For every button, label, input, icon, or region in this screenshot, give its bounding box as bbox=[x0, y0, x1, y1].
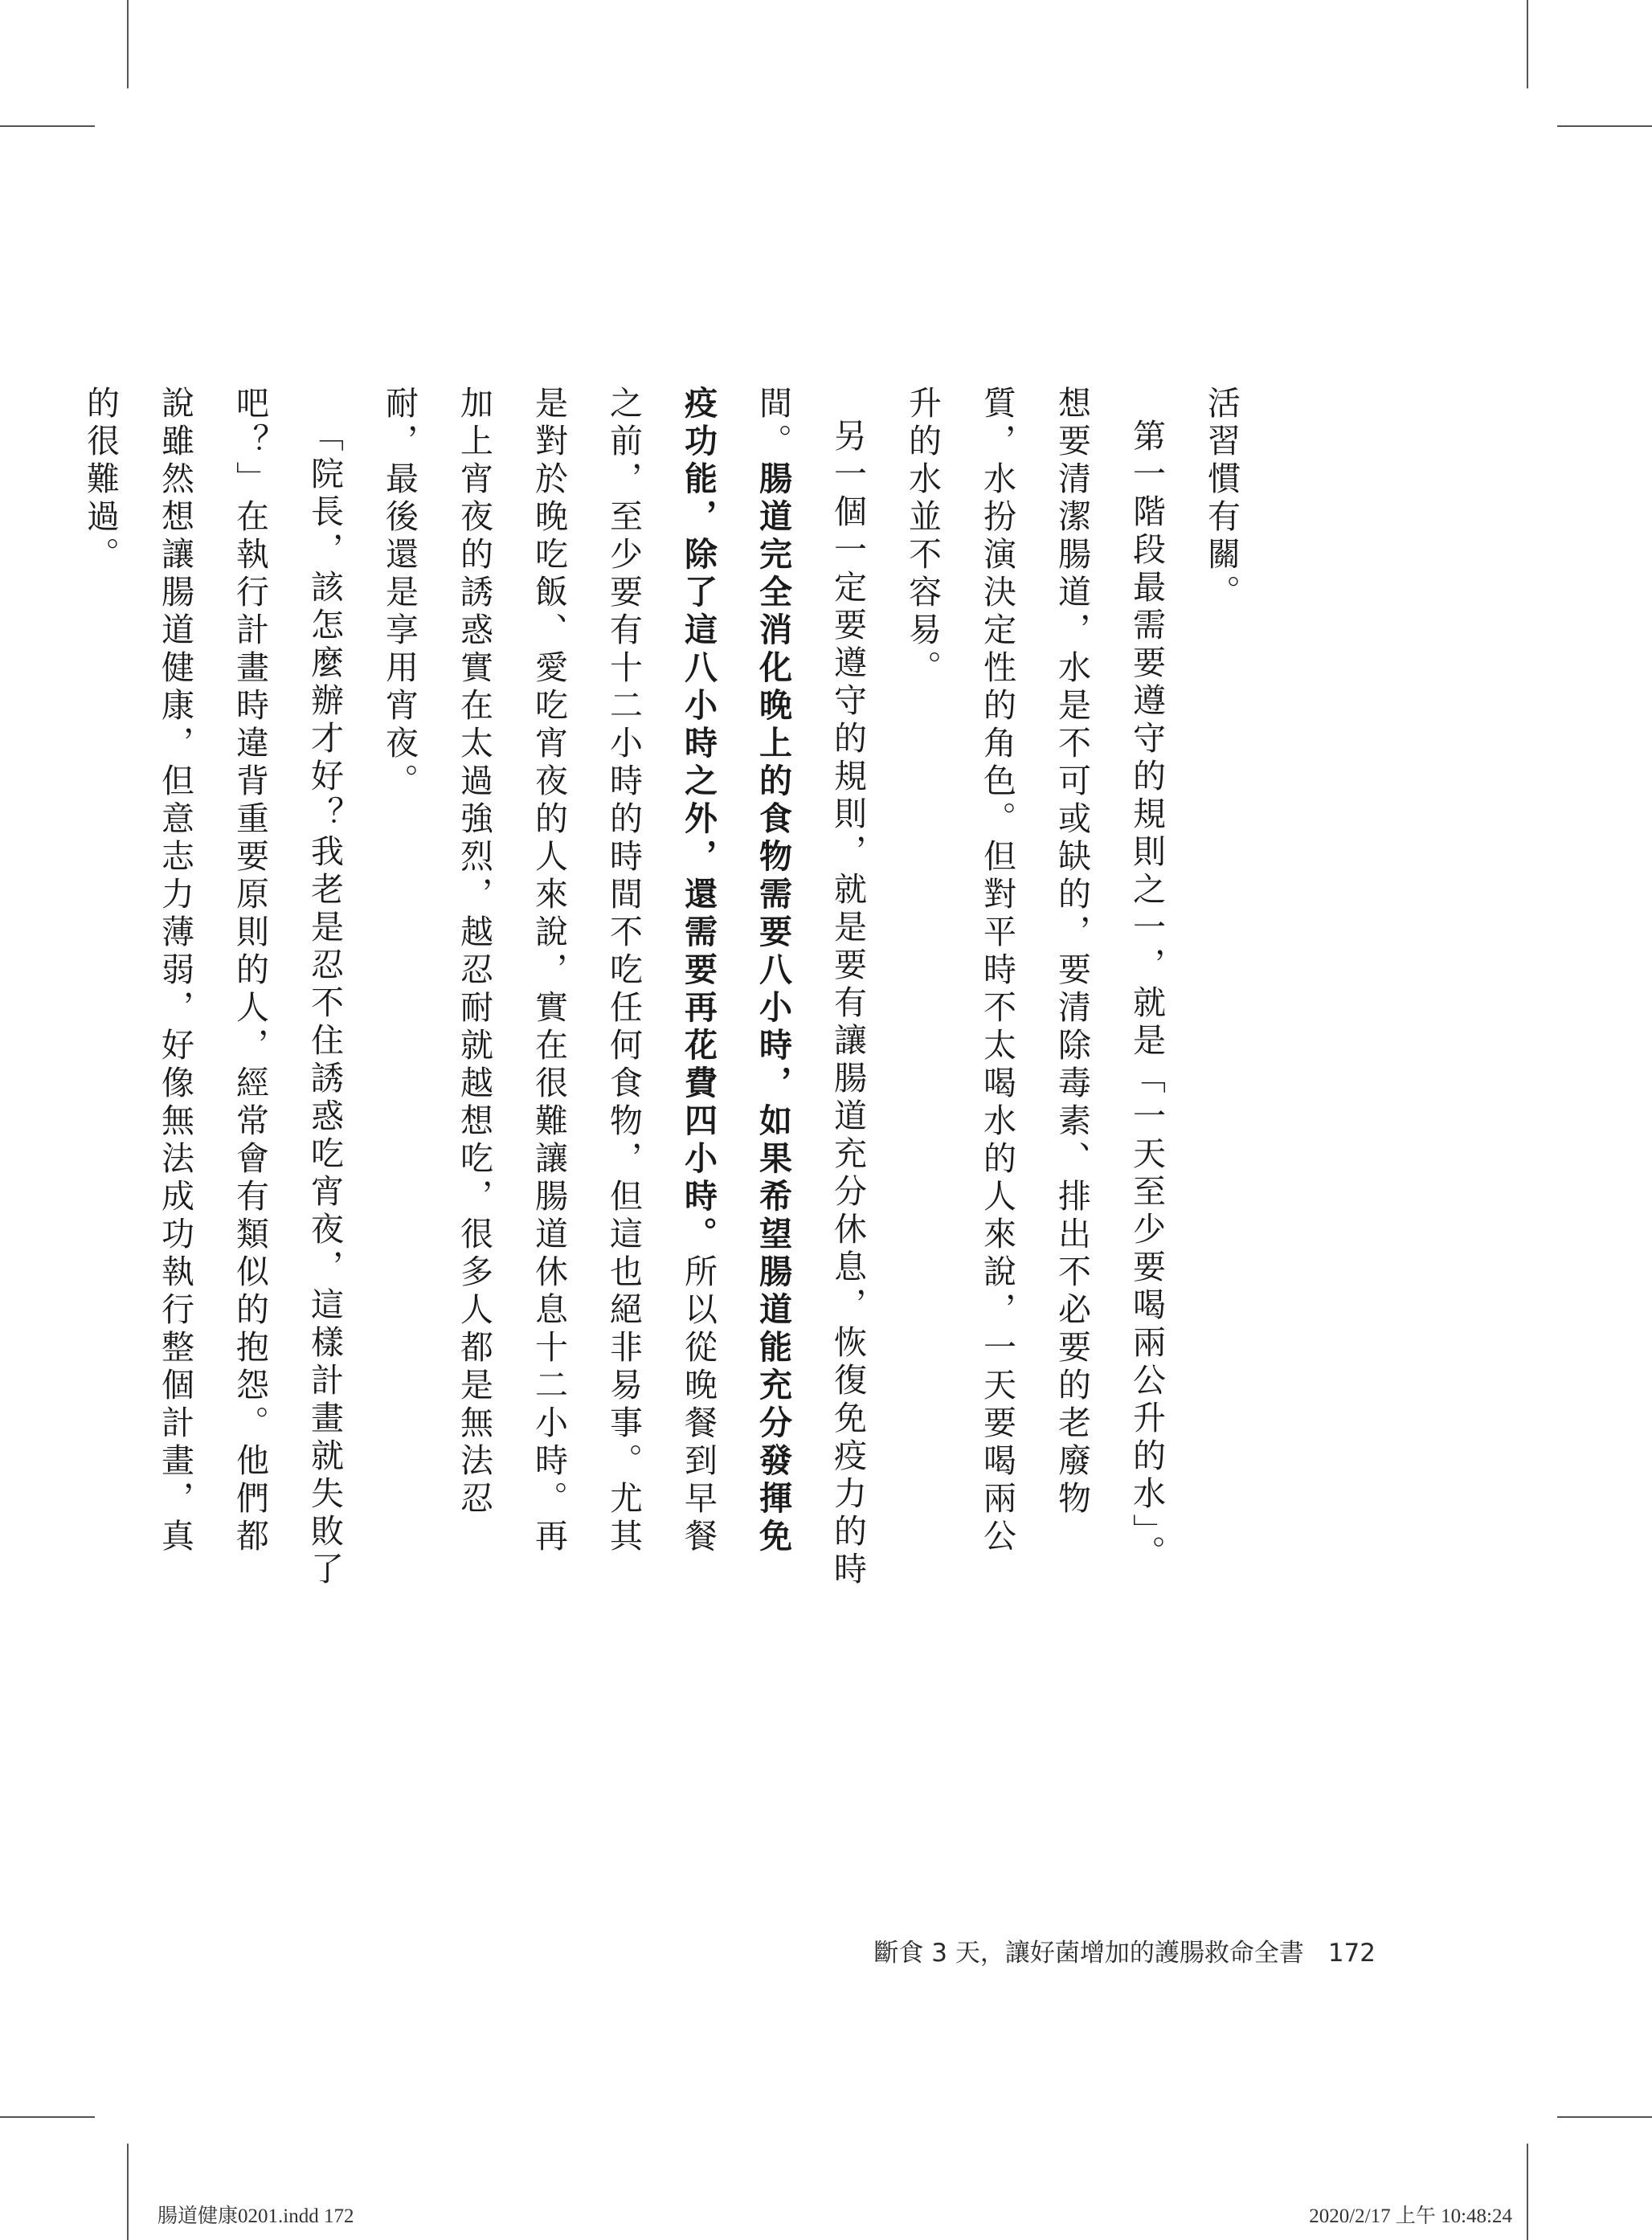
page-number: 172 bbox=[1327, 1939, 1376, 1968]
crop-mark-top-left-horizontal bbox=[0, 125, 95, 127]
paragraph-text: 活習慣有關。 bbox=[1202, 386, 1241, 612]
slug-timestamp: 2020/2/17 上午 10:48:24 bbox=[1309, 2205, 1512, 2227]
crop-mark-bottom-right-horizontal bbox=[1557, 2116, 1652, 2118]
paragraph-text: 第一階段最需要遵守的規則之一，就是「一天至少要喝兩公升的水」。想要清潔腸道，水是不可或缺的，要清除毒素、排出不必要的老廢物質，水扮演決定性的角色。但對平時不太喝水的人來說，一天要喝兩公升的水並不容易。 bbox=[903, 386, 1166, 1573]
paragraph-p2 bbox=[885, 386, 1184, 1591]
crop-mark-top-left-vertical bbox=[127, 0, 129, 88]
paragraph-p3 bbox=[362, 386, 885, 1591]
slug-file-info: 腸道健康0201.indd 172 bbox=[157, 2205, 354, 2227]
paragraph-p1 bbox=[1184, 386, 1258, 1591]
paragraph-text: 所以從晚餐到早餐之前，至少要有十二小時的時間不吃任何食物，但這也絕非易事。尤其是對於晚吃飯、愛吃宵夜的人來說，實在很難讓腸道休息十二小時。再加上宵夜的誘惑實在太過強烈，越忍耐就越想吃，很多人都是無法忍耐，最後還是享用宵夜。 bbox=[380, 386, 718, 1556]
paragraph-p4 bbox=[63, 386, 362, 1591]
emphasized-text: 腸道完全消化晚上的食物需要八小時，如果希望腸道能充分發揮免疫功能，除了這八小時之外，還需要再花費四小時。 bbox=[679, 386, 792, 1556]
crop-mark-bottom-left-vertical bbox=[127, 2144, 129, 2240]
paragraph-text: 「院長，該怎麼辦才好？我老是忍不住誘惑吃宵夜，這樣計畫就失敗了吧？」在執行計畫時違背重要原則的人，經常會有類似的抱怨。他們都說雖然想讓腸道健康，但意志力薄弱，好像無法成功執行整個計畫，真的很難過。 bbox=[81, 386, 344, 1589]
running-footer bbox=[873, 1932, 1376, 1968]
paragraph-text: 另一個一定要遵守的規則，就是要有讓腸道充分休息，恢復免疫力的時間。 bbox=[754, 386, 867, 1589]
crop-mark-bottom-right-vertical bbox=[1527, 2144, 1528, 2240]
body-text bbox=[63, 386, 1258, 1591]
book-title: 斷食 3 天，讓好菌增加的護腸救命全書 bbox=[873, 1939, 1304, 1968]
crop-mark-top-right-horizontal bbox=[1557, 125, 1652, 127]
crop-mark-top-right-vertical bbox=[1527, 0, 1528, 88]
crop-mark-bottom-left-horizontal bbox=[0, 2116, 95, 2118]
